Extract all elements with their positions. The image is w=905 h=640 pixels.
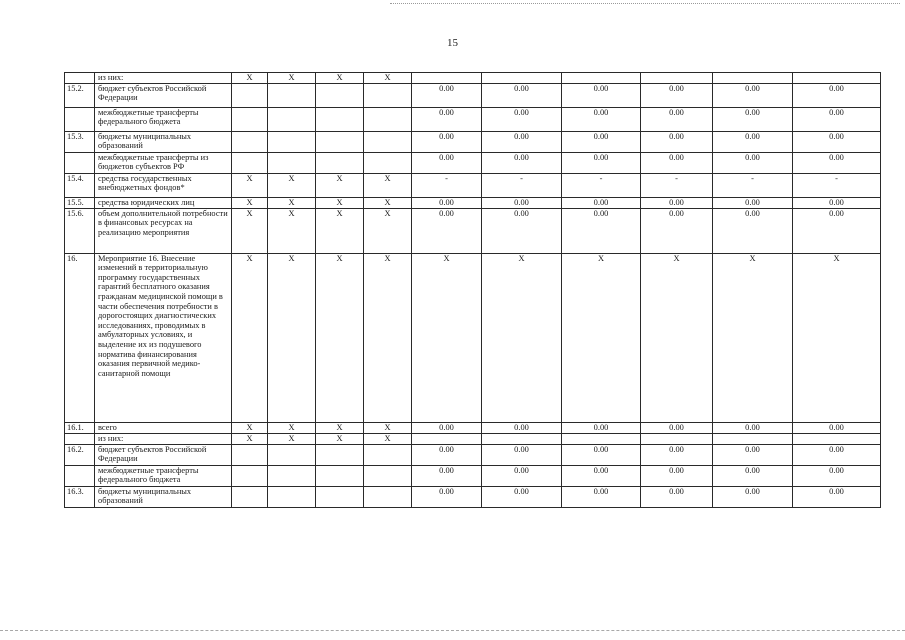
mark-cell — [316, 107, 364, 131]
mark-cell — [364, 444, 412, 465]
mark-cell: X — [268, 422, 316, 433]
value-cell — [641, 433, 713, 444]
mark-cell — [232, 131, 268, 152]
value-cell: X — [412, 253, 482, 422]
value-cell: 0.00 — [793, 465, 881, 486]
table-row — [65, 422, 881, 433]
mark-cell: X — [364, 253, 412, 422]
row-description: бюджеты муниципальных образований — [95, 486, 232, 507]
value-cell: 0.00 — [793, 131, 881, 152]
value-cell: 0.00 — [482, 208, 562, 253]
value-cell: 0.00 — [562, 422, 641, 433]
mark-cell — [316, 465, 364, 486]
value-cell: 0.00 — [793, 83, 881, 107]
value-cell: 0.00 — [713, 107, 793, 131]
value-cell: X — [641, 253, 713, 422]
mark-cell — [268, 83, 316, 107]
table-body — [65, 73, 881, 508]
value-cell: 0.00 — [562, 486, 641, 507]
table-row — [65, 486, 881, 507]
table-row — [65, 107, 881, 131]
value-cell: 0.00 — [482, 152, 562, 173]
row-description: межбюджетные трансферты федерального бюджета — [95, 465, 232, 486]
mark-cell — [364, 131, 412, 152]
value-cell: X — [482, 253, 562, 422]
scan-edge-bottom — [0, 630, 905, 631]
mark-cell: X — [232, 197, 268, 208]
value-cell: 0.00 — [562, 197, 641, 208]
row-description: бюджеты муниципальных образований — [95, 131, 232, 152]
value-cell: 0.00 — [412, 486, 482, 507]
value-cell: 0.00 — [412, 152, 482, 173]
value-cell: 0.00 — [412, 208, 482, 253]
row-description: бюджет субъектов Российской Федерации — [95, 83, 232, 107]
value-cell: 0.00 — [641, 465, 713, 486]
row-description: Мероприятие 16. Внесение изменений в территориальную программу государственных гарантий бесплатного оказания гражданам медицинской помощи в части обеспечения потребности в дорогостоящих диагностических исследованиях, проводимых в амбулаторных условиях, и выделение их из подушевого норматива финансирования оказания первичной медико-санитарной помощи — [95, 253, 232, 422]
mark-cell — [364, 107, 412, 131]
mark-cell: X — [232, 253, 268, 422]
row-description: из них: — [95, 73, 232, 84]
mark-cell: X — [364, 197, 412, 208]
value-cell: 0.00 — [713, 444, 793, 465]
scan-edge-top — [390, 3, 900, 4]
value-cell: 0.00 — [412, 465, 482, 486]
value-cell: 0.00 — [412, 107, 482, 131]
value-cell — [713, 73, 793, 84]
value-cell: 0.00 — [713, 422, 793, 433]
mark-cell: X — [364, 433, 412, 444]
mark-cell: X — [364, 422, 412, 433]
row-description: бюджет субъектов Российской Федерации — [95, 444, 232, 465]
mark-cell — [232, 465, 268, 486]
value-cell: 0.00 — [713, 83, 793, 107]
mark-cell — [364, 152, 412, 173]
row-number: 16.3. — [65, 486, 95, 507]
value-cell: 0.00 — [793, 208, 881, 253]
value-cell: 0.00 — [562, 444, 641, 465]
value-cell — [793, 73, 881, 84]
value-cell: - — [562, 173, 641, 197]
value-cell: 0.00 — [713, 208, 793, 253]
mark-cell: X — [316, 173, 364, 197]
row-description: средства юридических лиц — [95, 197, 232, 208]
value-cell: 0.00 — [412, 83, 482, 107]
row-description: межбюджетные трансферты из бюджетов субъектов РФ — [95, 152, 232, 173]
mark-cell: X — [316, 433, 364, 444]
row-number: 15.2. — [65, 83, 95, 107]
mark-cell — [268, 465, 316, 486]
value-cell: 0.00 — [412, 131, 482, 152]
value-cell: 0.00 — [641, 486, 713, 507]
value-cell — [412, 433, 482, 444]
value-cell: 0.00 — [641, 422, 713, 433]
table-row — [65, 444, 881, 465]
value-cell: 0.00 — [641, 208, 713, 253]
mark-cell: X — [364, 173, 412, 197]
value-cell: 0.00 — [482, 197, 562, 208]
mark-cell — [232, 83, 268, 107]
value-cell: 0.00 — [562, 465, 641, 486]
value-cell: 0.00 — [482, 465, 562, 486]
mark-cell — [316, 83, 364, 107]
mark-cell: X — [316, 422, 364, 433]
row-number: 16.1. — [65, 422, 95, 433]
value-cell: 0.00 — [482, 131, 562, 152]
value-cell: X — [562, 253, 641, 422]
mark-cell: X — [268, 433, 316, 444]
row-number — [65, 465, 95, 486]
value-cell — [482, 433, 562, 444]
mark-cell: X — [364, 73, 412, 84]
mark-cell: X — [268, 253, 316, 422]
row-number: 15.3. — [65, 131, 95, 152]
value-cell: 0.00 — [793, 152, 881, 173]
table-row — [65, 433, 881, 444]
value-cell — [713, 433, 793, 444]
mark-cell — [364, 486, 412, 507]
row-number: 16. — [65, 253, 95, 422]
value-cell: 0.00 — [562, 152, 641, 173]
row-number — [65, 152, 95, 173]
row-number — [65, 73, 95, 84]
value-cell — [793, 433, 881, 444]
mark-cell — [364, 83, 412, 107]
mark-cell: X — [232, 422, 268, 433]
row-description: межбюджетные трансферты федерального бюджета — [95, 107, 232, 131]
value-cell: 0.00 — [641, 83, 713, 107]
value-cell — [562, 73, 641, 84]
value-cell: 0.00 — [641, 131, 713, 152]
page-number: 15 — [447, 37, 458, 49]
value-cell: 0.00 — [562, 107, 641, 131]
mark-cell — [268, 486, 316, 507]
value-cell: 0.00 — [482, 83, 562, 107]
table-row — [65, 152, 881, 173]
mark-cell: X — [316, 253, 364, 422]
mark-cell — [268, 131, 316, 152]
mark-cell: X — [268, 173, 316, 197]
mark-cell — [364, 465, 412, 486]
row-description: всего — [95, 422, 232, 433]
row-number: 15.5. — [65, 197, 95, 208]
value-cell: 0.00 — [713, 486, 793, 507]
value-cell: 0.00 — [713, 131, 793, 152]
mark-cell: X — [268, 73, 316, 84]
table-row — [65, 131, 881, 152]
mark-cell — [232, 486, 268, 507]
mark-cell: X — [268, 208, 316, 253]
value-cell: 0.00 — [713, 197, 793, 208]
value-cell: - — [713, 173, 793, 197]
mark-cell — [316, 486, 364, 507]
table-row — [65, 73, 881, 84]
mark-cell — [316, 152, 364, 173]
value-cell: 0.00 — [793, 422, 881, 433]
value-cell: 0.00 — [641, 107, 713, 131]
value-cell: - — [482, 173, 562, 197]
table-row — [65, 208, 881, 253]
value-cell: 0.00 — [641, 152, 713, 173]
value-cell: 0.00 — [482, 444, 562, 465]
table-row — [65, 465, 881, 486]
row-number — [65, 107, 95, 131]
budget-table — [64, 72, 881, 508]
mark-cell — [232, 152, 268, 173]
value-cell: - — [793, 173, 881, 197]
value-cell: 0.00 — [713, 465, 793, 486]
row-description: средства государственных внебюджетных фондов* — [95, 173, 232, 197]
value-cell: 0.00 — [412, 444, 482, 465]
value-cell: 0.00 — [793, 486, 881, 507]
row-number: 15.6. — [65, 208, 95, 253]
value-cell: 0.00 — [482, 486, 562, 507]
value-cell: 0.00 — [793, 107, 881, 131]
value-cell: 0.00 — [641, 197, 713, 208]
mark-cell — [316, 444, 364, 465]
value-cell: - — [412, 173, 482, 197]
table-row — [65, 197, 881, 208]
mark-cell: X — [268, 197, 316, 208]
value-cell: 0.00 — [793, 197, 881, 208]
mark-cell — [268, 444, 316, 465]
value-cell: 0.00 — [412, 422, 482, 433]
mark-cell — [232, 444, 268, 465]
table-row — [65, 253, 881, 422]
value-cell — [482, 73, 562, 84]
value-cell — [562, 433, 641, 444]
mark-cell: X — [316, 208, 364, 253]
mark-cell: X — [316, 197, 364, 208]
value-cell: 0.00 — [793, 444, 881, 465]
value-cell: 0.00 — [412, 197, 482, 208]
row-number: 16.2. — [65, 444, 95, 465]
table-row — [65, 173, 881, 197]
table-row — [65, 83, 881, 107]
mark-cell — [268, 152, 316, 173]
value-cell: 0.00 — [482, 422, 562, 433]
value-cell: 0.00 — [641, 444, 713, 465]
row-description: из них: — [95, 433, 232, 444]
mark-cell: X — [232, 73, 268, 84]
row-number — [65, 433, 95, 444]
value-cell — [641, 73, 713, 84]
value-cell: X — [793, 253, 881, 422]
value-cell: 0.00 — [562, 131, 641, 152]
mark-cell: X — [232, 433, 268, 444]
mark-cell: X — [316, 73, 364, 84]
mark-cell: X — [364, 208, 412, 253]
value-cell — [412, 73, 482, 84]
value-cell: 0.00 — [713, 152, 793, 173]
mark-cell — [232, 107, 268, 131]
mark-cell — [316, 131, 364, 152]
value-cell: 0.00 — [482, 107, 562, 131]
value-cell: 0.00 — [562, 83, 641, 107]
mark-cell: X — [232, 173, 268, 197]
row-description: объем дополнительной потребности в финансовых ресурсах на реализацию мероприятия — [95, 208, 232, 253]
mark-cell — [268, 107, 316, 131]
mark-cell: X — [232, 208, 268, 253]
value-cell: X — [713, 253, 793, 422]
value-cell: 0.00 — [562, 208, 641, 253]
value-cell: - — [641, 173, 713, 197]
row-number: 15.4. — [65, 173, 95, 197]
